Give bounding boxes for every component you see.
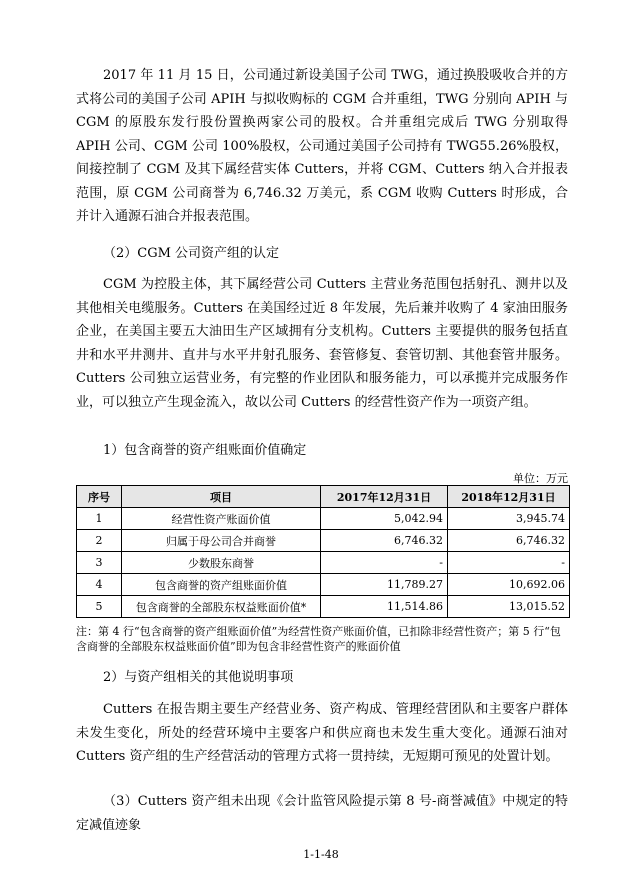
table-row	[77, 508, 570, 530]
cell-2018: 13,015.52	[448, 596, 570, 618]
cell-2017: 11,789.27	[321, 574, 448, 596]
heading-goodwill-book-value: 1）包含商誉的资产组账面价值确定	[103, 443, 307, 458]
cell-no: 1	[77, 508, 122, 530]
cell-item: 归属于母公司合并商誉	[122, 530, 321, 552]
cell-2017: 11,514.86	[321, 596, 448, 618]
paragraph-cgm-cutters: CGM 为控股主体，其下属经营公司 Cutters 主营业务范围包括射孔、测井以及其他相关电缆服务。Cutters 在美国经过近 8 年发展，先后兼并收购了 4 家油田服务企业，在美国主要五大油田生产区域拥有分支机构。Cutters 主要提供的服务包括直井和水平井测井、直井与水平井射孔服务、套管修复、套管切割、其他套管井服务。Cutters 公司独立运营业务，有完整的作业团队和服务能力，可以承揽并完成服务作业，可以独立产生现金流入，故以公司 Cutters 的经营性资产作为一项资产组。	[76, 277, 568, 410]
col-header-2017: 2017年12月31日	[321, 486, 448, 508]
table-note: 注：第 4 行“包含商誉的资产组账面价值”为经营性资产账面价值，已扣除非经营性资产；第 5 行“包含商誉的全部股东权益账面价值”即为包含非经营性资产的账面价值	[76, 625, 561, 653]
cell-2018: -	[448, 552, 570, 574]
table-row	[77, 574, 570, 596]
cell-item: 包含商誉的资产组账面价值	[122, 574, 321, 596]
cell-no: 2	[77, 530, 122, 552]
heading-other-notes: 2）与资产组相关的其他说明事项	[103, 670, 294, 685]
cell-item: 包含商誉的全部股东权益账面价值*	[122, 596, 321, 618]
paragraph-twg-merger: 2017 年 11 月 15 日，公司通过新设美国子公司 TWG，通过换股吸收合并的方式将公司的美国子公司 APIH 与拟收购标的 CGM 合并重组，TWG 分别向 APIH 与 CGM 的原股东发行股份置换两家公司的股权。合并重组完成后 TWG 分别取得 APIH 公司、CGM 公司 100%股权，公司通过美国子公司持有 TWG55.26%股权，间接控制了 CGM 及其下属经营实体 Cutters，并将 CGM、Cutters 纳入合并报表范围，原 CGM 公司商誉为 6,746.32 万美元，系 CGM 收购 Cutters 时形成，合并计入通源石油合并报表范围。	[76, 68, 568, 224]
heading-no-impairment: （3）Cutters 资产组未出现《会计监管风险提示第 8 号-商誉减值》中规定的特定减值迹象	[76, 794, 568, 833]
cell-2018: 6,746.32	[448, 530, 570, 552]
cell-no: 4	[77, 574, 122, 596]
cell-no: 3	[77, 552, 122, 574]
heading-cgm-asset-group: （2）CGM 公司资产组的认定	[103, 246, 280, 261]
cell-2017: -	[321, 552, 448, 574]
unit-label: 单位：万元	[513, 472, 568, 485]
cell-no: 5	[77, 596, 122, 618]
table-row	[77, 596, 570, 618]
col-header-item: 项目	[122, 486, 321, 508]
cell-item: 少数股东商誉	[122, 552, 321, 574]
cell-2017: 6,746.32	[321, 530, 448, 552]
cell-2017: 5,042.94	[321, 508, 448, 530]
cell-2018: 10,692.06	[448, 574, 570, 596]
paragraph-cutters-operations: Cutters 在报告期主要生产经营业务、资产构成、管理经营团队和主要客户群体未发生变化，所处的经营环境中主要客户和供应商也未发生重大变化。通源石油对 Cutters 资产组的生产经营活动的管理方式将一贯持续，无短期可预见的处置计划。	[76, 702, 568, 764]
table-header-row	[77, 486, 570, 508]
col-header-no: 序号	[77, 486, 122, 508]
page-number: 1-1-48	[303, 848, 339, 861]
goodwill-table	[76, 485, 570, 618]
col-header-2018: 2018年12月31日	[448, 486, 570, 508]
table-row	[77, 530, 570, 552]
cell-item: 经营性资产账面价值	[122, 508, 321, 530]
table-row	[77, 552, 570, 574]
cell-2018: 3,945.74	[448, 508, 570, 530]
